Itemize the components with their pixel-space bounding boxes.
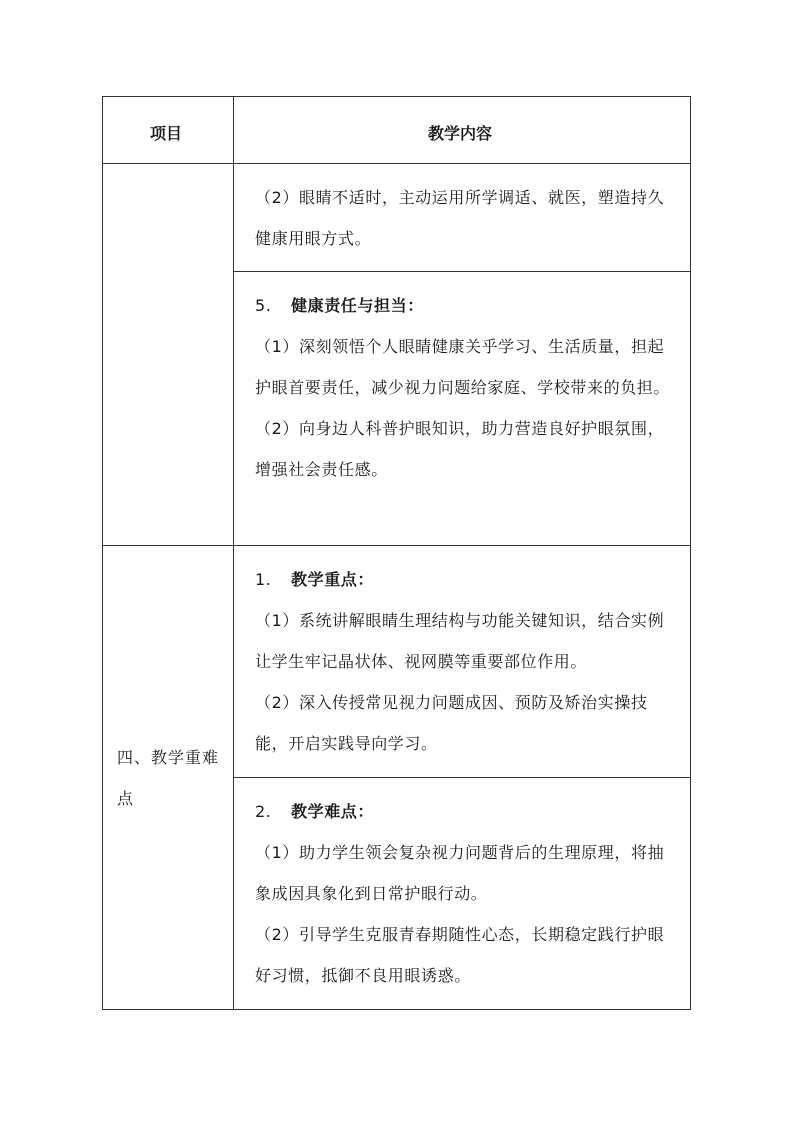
difficulty-item-1: （1）助力学生领会复杂视力问题背后的生理原理，将抽象成因具象化到日常护眼行动。 <box>255 843 665 903</box>
focus-section-cell <box>255 559 677 764</box>
teaching-plan-table <box>102 96 691 1010</box>
continued-item-2: （2）眼睛不适时，主动运用所学调适、就医，塑造持久健康用眼方式。 <box>255 188 665 248</box>
header-content: 教学内容 <box>428 124 493 143</box>
health-section-heading <box>255 285 677 326</box>
sub-row-divider <box>233 271 690 272</box>
focus-item-2: （2）深入传授常见视力问题成因、预防及矫治实操技能，开启实践导向学习。 <box>255 693 648 753</box>
difficulty-section-title: 教学难点： <box>291 802 375 821</box>
focus-section-number: 1. <box>255 570 272 589</box>
difficulty-section-cell <box>255 791 677 996</box>
difficulty-section-number: 2. <box>255 802 272 821</box>
health-item-1: （1）深刻领悟个人眼睛健康关乎学习、生活质量，担起护眼首要责任，减少视力问题给家庭、学校带来的负担。 <box>255 337 671 397</box>
health-section-title: 健康责任与担当： <box>291 296 424 315</box>
row-divider <box>103 545 690 546</box>
focus-section-title: 教学重点： <box>291 570 375 589</box>
difficulty-item-2: （2）引导学生克服青春期随性心态，长期稳定践行护眼好习惯，抵御不良用眼诱惑。 <box>255 925 665 985</box>
health-section-cell <box>255 285 677 490</box>
health-item-2: （2）向身边人科普护眼知识，助力营造良好护眼氛围，增强社会责任感。 <box>255 419 665 479</box>
health-section-number: 5. <box>255 296 272 315</box>
continued-cell <box>255 177 677 259</box>
sub-row-divider-2 <box>233 777 690 778</box>
focus-item-1: （1）系统讲解眼睛生理结构与功能关键知识，结合实例让学生牢记晶状体、视网膜等重要部位作用。 <box>255 611 665 671</box>
difficulty-section-heading <box>255 791 677 832</box>
header-divider <box>103 163 690 164</box>
focus-section-heading <box>255 559 677 600</box>
column-divider <box>233 97 234 1009</box>
header-item: 项目 <box>150 124 183 143</box>
keypoints-row-label: 四、教学重难点 <box>117 748 220 808</box>
